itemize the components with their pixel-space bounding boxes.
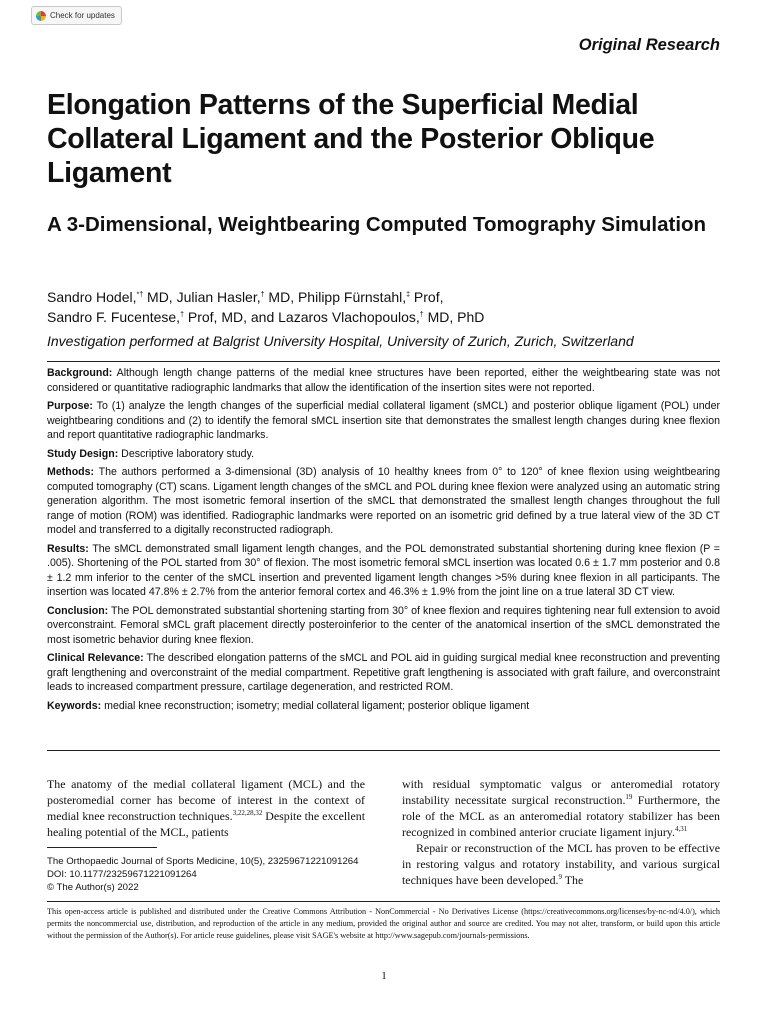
citation-link[interactable]: 4,31 (674, 825, 688, 834)
article-title: Elongation Patterns of the Superficial Medial Collateral Ligament and the Posterior Oblique Ligament (47, 89, 655, 189)
license-notice: This open-access article is published and distributed under the Creative Commons Attribution - NonCommercial - No Derivatives License (https://creativecommons.org/licenses/by-nc-nd/4.0/), which permits the noncommercial use, distribution, and reproduction of the article in any medium, provided the original author and source are credited. You may not alter, transform, or build upon this article without the permission of the Author(s). For article reuse guidelines, please visit SAGE's website at http://www.sagepub.com/journals-permissions. (47, 907, 720, 940)
citation-link[interactable]: 3,22,28,32 (232, 809, 263, 818)
abstract-study-design (47, 447, 720, 462)
check-for-updates-label: Check for updates (50, 11, 115, 20)
body-text: The anatomy of the medial collateral ligament (MCL) and the posteromedial corner has become of interest in the context of medial knee reconstruction techniques. (47, 777, 365, 823)
body-paragraph (402, 776, 720, 840)
body-text: with residual symptomatic valgus or anteromedial rotatory instability necessitate surgical reconstruction. (402, 777, 720, 807)
page-number: 1 (381, 970, 387, 982)
journal-info (47, 855, 377, 894)
author-name: Prof, (410, 289, 444, 305)
abstract-heading: Methods: (47, 466, 95, 478)
author-affiliation-mark: *† (136, 291, 144, 299)
citation-link[interactable]: 19 (625, 793, 633, 802)
body-text: Despite the excellent healing potential of the MCL, patients (47, 809, 365, 839)
abstract-text: The POL demonstrated substantial shortening starting from 30° of knee flexion and requires tightening near full extension to avoid overconstraint. Femoral sMCL graft placement directly posteroinferior to the center of the anatomical insertion of the sMCL demonstrated the most isometric behavior during knee flexion. (47, 604, 720, 646)
abstract-heading: Study Design: (47, 447, 119, 460)
footnote-rule (47, 847, 157, 848)
body-text: Repair or reconstruction of the MCL has proven to be effective in restoring valgus and rotatory instability, and various surgical techniques have been developed. (402, 841, 720, 887)
abstract (47, 366, 720, 717)
abstract-keywords (47, 699, 720, 714)
abstract-conclusion (47, 604, 720, 648)
body-text: The (562, 873, 584, 887)
abstract-text: The sMCL demonstrated small ligament length changes, and the POL demonstrated substantial shortening during knee flexion (P = .005). Shortening of the POL started from 30° of flexion. The most isometric femoral sMCL insertion was located 0.6 ± 1.7 mm posterior and 0.8 ± 1.2 mm inferior to the center of the sMCL insertion and prevented ligament length changes >5% during knee flexion in all participants. The insertion was located 47.8% ± 2.7% from the anterior femoral cortex and 46.3% ± 1.9% from the joint line on a true lateral 3D CT view. (47, 542, 720, 598)
author-name: Sandro F. Fucentese, (47, 309, 181, 325)
journal-copyright: © The Author(s) 2022 (47, 882, 139, 893)
affiliation: Investigation performed at Balgrist University Hospital, University of Zurich, Zurich, Switzerland (47, 333, 634, 349)
abstract-heading: Purpose: (47, 400, 93, 412)
author-affiliation-mark: † (180, 311, 184, 319)
abstract-methods (47, 465, 720, 538)
abstract-heading: Clinical Relevance: (47, 652, 144, 664)
journal-citation: The Orthopaedic Journal of Sports Medicine, 10(5), 23259671221091264 (47, 856, 359, 867)
abstract-results (47, 542, 720, 600)
author-name: Sandro Hodel, (47, 289, 137, 305)
body-paragraph (47, 776, 365, 840)
abstract-text: The described elongation patterns of the sMCL and POL aid in guiding surgical medial knee reconstruction and preventing graft lengthening and overconstraint of the medial compartment. Repetitive graft lengthening is associated with graft failure, and overconstraint leads to increased compartment pressure, cartilage degeneration, and restricted ROM. (47, 652, 721, 693)
license-rule (47, 901, 720, 902)
author-name: MD, Philipp Fürnstahl, (264, 289, 407, 305)
author-name: MD, Julian Hasler, (143, 289, 261, 305)
abstract-heading: Conclusion: (47, 604, 109, 617)
check-for-updates-button[interactable] (31, 6, 122, 25)
abstract-purpose (47, 399, 720, 443)
abstract-text: Although length change patterns of the medial knee structures have been reported, either the weightbearing state was not considered or quantitative radiographic landmarks that allow the identification of the insertion sites were not reported. (47, 367, 720, 394)
abstract-text: To (1) analyze the length changes of the superficial medial collateral ligament (sMCL) and posterior oblique ligament (POL) under weightbearing conditions and (2) to identify the femoral sMCL insertion site that demonstrates the smallest length changes during knee flexion and report quantitative radiographic landmarks. (47, 400, 720, 441)
author-affiliation-mark: † (419, 311, 424, 319)
body-paragraph (402, 840, 720, 888)
abstract-heading: Results: (47, 542, 89, 555)
body-column-left (47, 776, 365, 840)
citation-link[interactable]: 9 (558, 873, 562, 882)
journal-doi[interactable]: DOI: 10.1177/23259671221091264 (47, 869, 197, 880)
abstract-heading: Keywords: (47, 699, 102, 712)
abstract-heading: Background: (47, 367, 113, 379)
author-list (47, 287, 737, 327)
abstract-background (47, 366, 720, 395)
abstract-clinical-relevance (47, 651, 720, 695)
abstract-text: The authors performed a 3-dimensional (3D) analysis of 10 healthy knees from 0° to 120° of knee flexion using weightbearing computed tomography (CT) scans. Ligament length changes of the sMCL and POL during knee flexion were analyzed using an automatic string generation algorithm. The most isometric femoral insertion of the sMCL that demonstrated the smallest length changes throughout the full range of motion (ROM) was identified. Radiographic landmarks were reported on an isometric grid defined by a true lateral view of the 3D CT model and transferred to a digitally reconstructed radiograph. (47, 466, 720, 536)
abstract-text: Descriptive laboratory study. (118, 447, 255, 460)
author-name: Prof, MD, and Lazaros Vlachopoulos, (183, 309, 420, 325)
article-subtitle: A 3-Dimensional, Weightbearing Computed Tomography Simulation (47, 213, 707, 236)
author-name: MD, PhD (423, 309, 485, 325)
abstract-top-rule (47, 361, 720, 362)
crossmark-icon (36, 11, 46, 21)
section-label: Original Research (578, 36, 720, 54)
abstract-text: medial knee reconstruction; isometry; medial collateral ligament; posterior oblique ligament (101, 699, 530, 712)
body-text: Furthermore, the role of the MCL as an anteromedial rotatory stabilizer has been recognized in combined anterior cruciate ligament injury. (402, 793, 720, 839)
author-affiliation-mark: † (260, 291, 265, 299)
author-affiliation-mark: ‡ (406, 291, 411, 299)
abstract-bottom-rule (47, 750, 720, 751)
body-column-right (402, 776, 720, 888)
